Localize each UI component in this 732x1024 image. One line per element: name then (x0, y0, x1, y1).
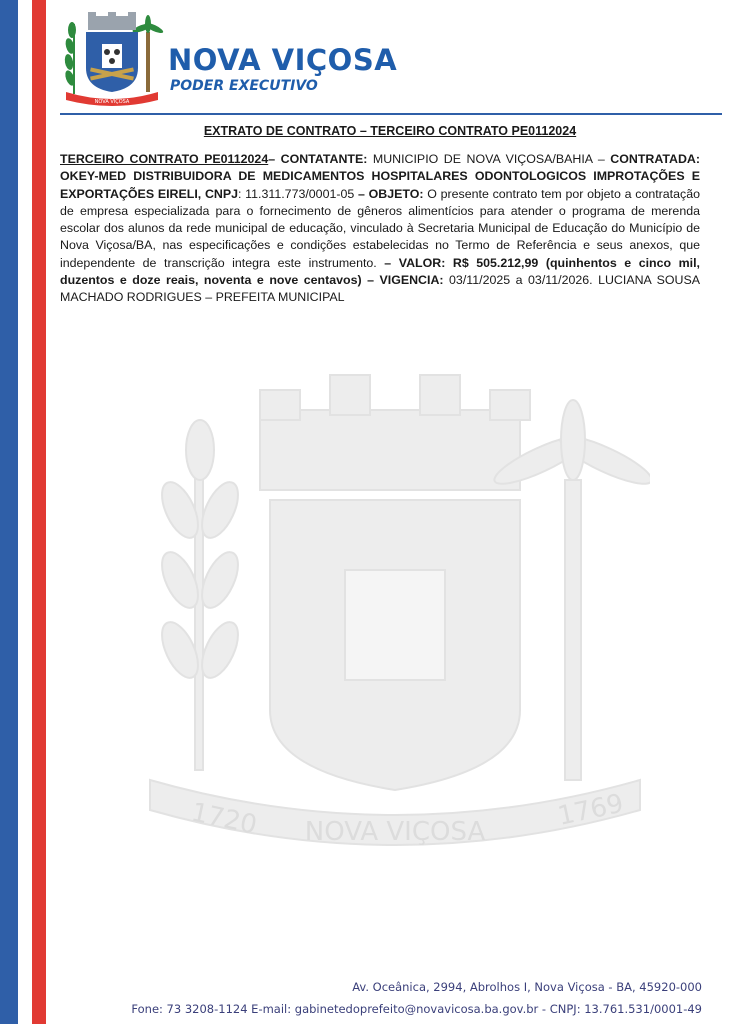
signer-role: – PREFEITA MUNICIPAL (205, 290, 345, 305)
watermark-name: NOVA VIÇOSA (304, 817, 486, 847)
vigencia-value: 03/11/2025 a 03/11/2026. LUCIANA SOUSA MACHADO RODRIGUES (60, 273, 700, 305)
brand-subtitle: PODER EXECUTIVO (170, 78, 318, 94)
objeto-label: – OBJETO: (358, 186, 424, 201)
valor-vigencia-label: – VALOR: R$ 505.212,99 (quinhentos e cinco mil, duzentos e doze reais, noventa e nove centavos) – VIGENCIA: (60, 255, 700, 288)
header-divider (60, 113, 722, 115)
left-stripe-blue (0, 0, 18, 1024)
document-title: EXTRATO DE CONTRATO – TERCEIRO CONTRATO PE0112024 (203, 124, 577, 138)
contratada-label: CONTRATADA: OKEY-MED DISTRIBUIDORA DE MEDICAMENTOS HOSPITALARES ODONTOLOGICOS IMPROTAÇÕES E EXPORTAÇÕES EIRELI, CNPJ (60, 152, 700, 201)
watermark-year-left: 1720 (188, 797, 260, 841)
watermark-year-right: 1769 (555, 788, 627, 832)
objeto-value: O presente contrato tem por objeto a contratação de empresa especializada para o fornecimento de gêneros alimentícios para atender o programa de merenda escolar dos alunos da rede municipal de educação, vinculado à Secretaria Municipal de Educação do Município de Nova Viçosa/BA, nas especificações e condições estabelecidas no Termo de Referência e seus anexos, que independente de transcrição integra este instrumento. (60, 186, 700, 270)
coat-of-arms-watermark (140, 370, 650, 870)
footer-address: Av. Oceânica, 2994, Abrolhos I, Nova Viçosa - BA, 45920-000 (352, 980, 702, 994)
left-stripe-white (18, 0, 32, 1024)
contratante-value: MUNICIPIO DE NOVA VIÇOSA/BAHIA – (367, 152, 611, 166)
contract-reference: TERCEIRO CONTRATO PE0112024 (60, 152, 269, 166)
coat-of-arms-logo (60, 10, 164, 110)
contract-extract-body (60, 151, 700, 307)
brand-title: NOVA VIÇOSA (168, 43, 398, 77)
contratante-label: CONTATANTE: (280, 152, 368, 166)
dash-separator: – (268, 152, 281, 166)
letterhead (60, 10, 720, 120)
footer-contact: Fone: 73 3208-1124 E-mail: gabinetedoprefeito@novavicosa.ba.gov.br - CNPJ: 13.761.531/0001-49 (131, 1002, 702, 1016)
cnpj-value: : 11.311.773/0001-05 (238, 186, 359, 201)
logo-ribbon-text: NOVA VIÇOSA (94, 99, 130, 105)
left-stripe-red (32, 0, 46, 1024)
